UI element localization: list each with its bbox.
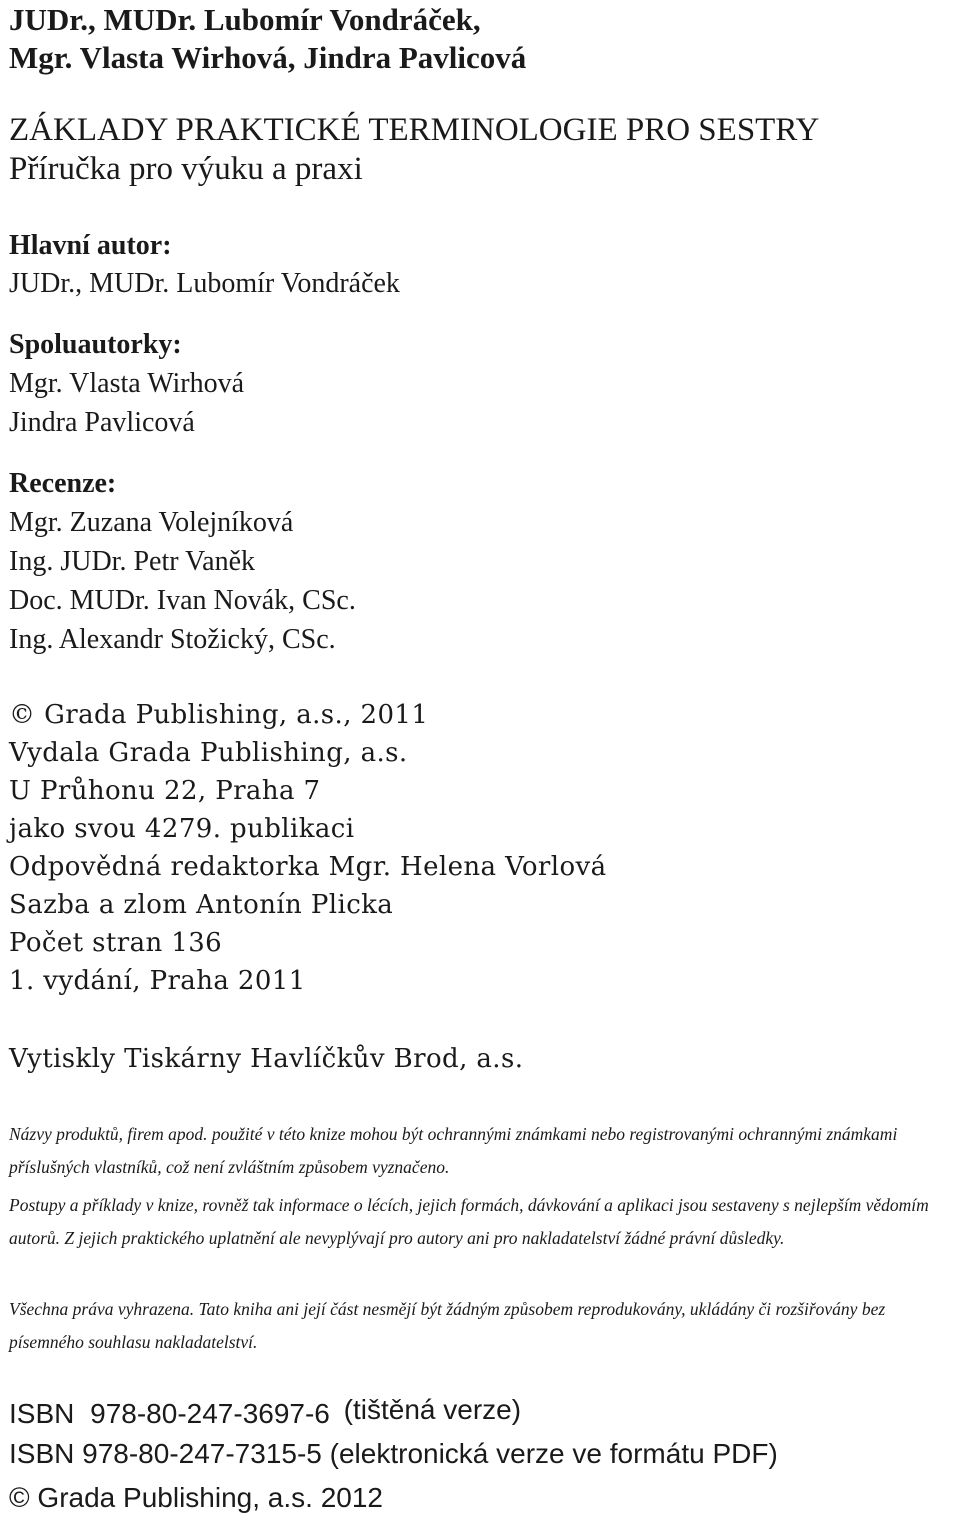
- imprint-line: Sazba a zlom Antonín Plicka: [9, 890, 394, 920]
- rights-notice: Všechna práva vyhrazena. Tato kniha ani její část nesmějí být žádným způsobem reprodukovány, ukládány či rozšiřovány bez písemného souhlasu nakladatelství.: [9, 1299, 886, 1352]
- coauthors-label: Spoluautorky:: [9, 329, 182, 360]
- copyright-symbol: ©: [9, 700, 36, 730]
- isbn-electronic-line: ISBN 978-80-247-7315-5 (elektronická verze ve formátu PDF): [9, 1438, 778, 1469]
- reviewer-name: Ing. JUDr. Petr Vaněk: [9, 546, 256, 577]
- reviewer-name: Doc. MUDr. Ivan Novák, CSc.: [9, 585, 356, 616]
- printer-line: Vytiskly Tiskárny Havlíčkův Brod, a.s.: [9, 1044, 524, 1074]
- imprint-line: Počet stran 136: [9, 928, 223, 958]
- imprint-line: Vydala Grada Publishing, a.s.: [9, 738, 408, 768]
- isbn-print-note: (tištěná verze): [343, 1394, 522, 1425]
- imprint-line: 1. vydání, Praha 2011: [9, 966, 306, 996]
- reviewer-name: Ing. Alexandr Stožický, CSc.: [9, 624, 336, 655]
- main-author-label: Hlavní autor:: [9, 230, 172, 261]
- imprint-line: U Průhonu 22, Praha 7: [9, 776, 321, 806]
- authors-header-line-2: Mgr. Vlasta Wirhová, Jindra Pavlicová: [9, 40, 527, 75]
- isbn-print-label: ISBN: [9, 1398, 75, 1429]
- coauthor-name: Jindra Pavlicová: [9, 407, 195, 438]
- copyright-text: Grada Publishing, a.s. 2012: [37, 1482, 383, 1513]
- copyright-line: [9, 700, 428, 730]
- isbn-print-line: [9, 1394, 522, 1430]
- imprint-line: Odpovědná redaktorka Mgr. Helena Vorlová: [9, 852, 607, 882]
- copyright-text: Grada Publishing, a.s., 2011: [44, 700, 429, 730]
- authors-header-line-1: JUDr., MUDr. Lubomír Vondráček,: [9, 2, 481, 37]
- book-title: ZÁKLADY PRAKTICKÉ TERMINOLOGIE PRO SESTRY: [9, 112, 820, 148]
- trademark-notice: Názvy produktů, firem apod. použité v této knize mohou být ochrannými známkami nebo registrovanými ochrannými známkami příslušných vlastníků, což není zvláštním způsobem vyznačeno.: [9, 1124, 898, 1177]
- isbn-print-number: 978-80-247-3697-6: [90, 1398, 330, 1429]
- isbn-copyright-line: [9, 1482, 383, 1514]
- reviewers-label: Recenze:: [9, 468, 117, 499]
- main-author-name: JUDr., MUDr. Lubomír Vondráček: [9, 268, 400, 299]
- coauthor-name: Mgr. Vlasta Wirhová: [9, 368, 245, 399]
- copyright-symbol: ©: [9, 1482, 30, 1513]
- book-subtitle: Příručka pro výuku a praxi: [9, 151, 363, 187]
- liability-notice: Postupy a příklady v knize, rovněž tak informace o lécích, jejich formách, dávkování a aplikaci jsou sestaveny s nejlepším vědomím autorů. Z jejich praktického uplatnění ale nevyplývají pro autory ani pro nakladatelství žádné právní důsledky.: [9, 1195, 929, 1248]
- reviewer-name: Mgr. Zuzana Volejníková: [9, 507, 294, 538]
- imprint-line: jako svou 4279. publikaci: [9, 814, 355, 844]
